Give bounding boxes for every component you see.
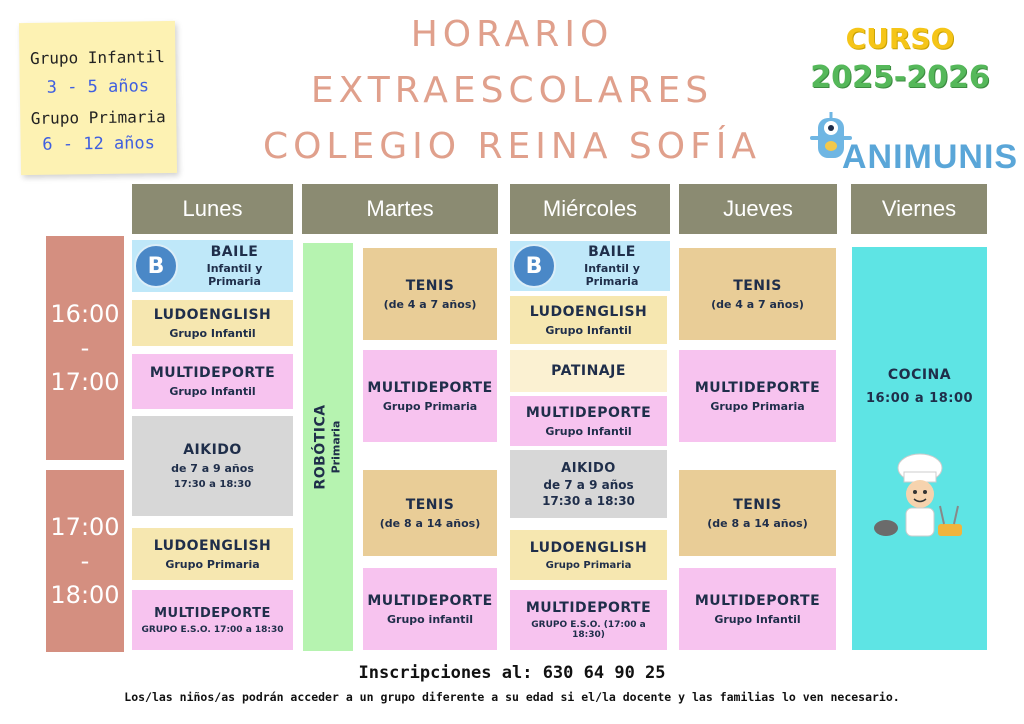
- activity-card: [679, 248, 836, 340]
- activity-card: [132, 528, 293, 580]
- activity-name: LUDOENGLISH: [529, 303, 648, 320]
- activity-detail: Grupo Primaria: [545, 559, 632, 571]
- activity-card: [363, 470, 497, 556]
- activity-card: [510, 396, 667, 446]
- curso-years: 2025-2026: [810, 60, 990, 95]
- time-slot-1-start: 16:00: [50, 300, 120, 328]
- activity-name: COCINA: [887, 367, 952, 383]
- group-infantil-ages: 3 - 5 años: [46, 76, 150, 98]
- group-primaria-label: Grupo Primaria: [30, 107, 166, 128]
- title-line-2: EXTRAESCOLARES: [310, 70, 714, 111]
- activity-card: [510, 450, 667, 518]
- time-slot-1-sep: -: [80, 334, 90, 362]
- activity-card: [679, 470, 836, 556]
- activity-name: MULTIDEPORTE: [694, 379, 821, 396]
- group-infantil-label: Grupo Infantil: [29, 47, 165, 68]
- group-primaria-ages: 6 - 12 años: [42, 133, 156, 155]
- activity-card: [132, 416, 293, 516]
- activity-detail: Infantil y Primaria: [206, 262, 263, 288]
- activity-detail: GRUPO E.S.O. (17:00 a 18:30): [531, 620, 646, 640]
- baile-logo-icon: B: [134, 244, 178, 288]
- activity-detail: Primaria: [330, 420, 343, 474]
- curso-label: CURSO: [845, 22, 955, 55]
- activity-name: AIKIDO: [183, 442, 242, 458]
- activity-detail: Grupo Primaria: [165, 557, 260, 571]
- activity-card: [363, 568, 497, 650]
- day-header-viernes: Viernes: [851, 184, 987, 234]
- activity-detail: Grupo Infantil: [545, 424, 632, 438]
- activity-name: LUDOENGLISH: [153, 537, 272, 554]
- activity-name: MULTIDEPORTE: [694, 592, 821, 609]
- activity-card: [132, 240, 293, 292]
- activity-name: TENIS: [733, 496, 782, 513]
- activity-card: [510, 296, 667, 344]
- activity-detail: (de 4 a 7 años): [711, 297, 804, 311]
- activity-card: [510, 241, 670, 291]
- activity-detail: Grupo Infantil: [169, 385, 256, 398]
- activity-detail: Grupo Primaria: [710, 399, 805, 413]
- activity-name: MULTIDEPORTE: [525, 600, 652, 616]
- activity-name: MULTIDEPORTE: [367, 379, 493, 396]
- activity-detail: Grupo Infantil: [169, 326, 256, 340]
- footer-note: Los/las niños/as podrán acceder a un grupo diferente a su edad si el/la docente y las familias lo ven necesario.: [124, 690, 900, 704]
- day-header-martes: Martes: [302, 184, 498, 234]
- activity-name: MULTIDEPORTE: [154, 605, 271, 621]
- activity-card: [510, 530, 667, 580]
- activity-detail: Infantil y Primaria: [584, 262, 640, 288]
- activity-detail: (de 8 a 14 años): [707, 516, 808, 530]
- activity-card: [679, 568, 836, 650]
- activity-name: LUDOENGLISH: [529, 539, 648, 556]
- activity-card: [510, 350, 667, 392]
- activity-detail: de 7 a 9 años: [171, 462, 254, 475]
- robotica-rotated-label: [313, 404, 343, 489]
- groups-sticky-note: [19, 21, 177, 175]
- activity-name: ROBÓTICA: [313, 404, 329, 490]
- activity-name: BAILE: [588, 244, 636, 260]
- activity-detail: GRUPO E.S.O. 17:00 a 18:30: [141, 624, 284, 635]
- activity-card: [132, 590, 293, 650]
- activity-name: AIKIDO: [561, 460, 616, 476]
- activity-time: 17:30 a 18:30: [542, 493, 635, 508]
- activity-card: [132, 300, 293, 346]
- time-slot-1-end: 17:00: [50, 368, 120, 396]
- animunis-logo: [806, 110, 1019, 180]
- time-slot-2-sep: -: [80, 547, 90, 575]
- brand-name: ANIMUNIS: [842, 138, 1019, 176]
- activity-name: LUDOENGLISH: [153, 306, 272, 323]
- day-header-miercoles: Miércoles: [510, 184, 670, 234]
- time-slot-2-end: 18:00: [50, 581, 120, 609]
- activity-detail: (de 4 a 7 años): [383, 297, 477, 311]
- activity-name: MULTIDEPORTE: [525, 404, 652, 421]
- time-slot-1: [46, 236, 124, 460]
- activity-name: TENIS: [733, 277, 782, 294]
- title-line-1: HORARIO: [410, 14, 614, 55]
- activity-name: PATINAJE: [551, 363, 626, 379]
- time-slot-2-start: 17:00: [50, 513, 120, 541]
- activity-detail: Grupo Primaria: [382, 399, 478, 413]
- activity-card: [679, 350, 836, 442]
- activity-card: [510, 590, 667, 650]
- registration-phone: Inscripciones al: 630 64 90 25: [358, 663, 666, 683]
- activity-name: MULTIDEPORTE: [367, 592, 493, 609]
- activity-card: [132, 354, 293, 409]
- chef-icon: [870, 450, 970, 550]
- day-header-jueves: Jueves: [679, 184, 837, 234]
- activity-detail: de 7 a 9 años: [543, 477, 634, 492]
- activity-card: [363, 350, 497, 442]
- activity-detail: Grupo Infantil: [714, 612, 801, 626]
- title-line-3: COLEGIO REINA SOFÍA: [262, 126, 762, 167]
- activity-name: BAILE: [210, 244, 259, 260]
- activity-detail: Grupo infantil: [387, 612, 473, 626]
- activity-detail: 16:00 a 18:00: [865, 391, 974, 406]
- activity-card-robotica: [303, 243, 353, 651]
- activity-detail: (de 8 a 14 años): [379, 516, 481, 530]
- activity-time: 17:30 a 18:30: [173, 479, 252, 490]
- day-header-lunes: Lunes: [132, 184, 293, 234]
- activity-name: MULTIDEPORTE: [149, 365, 276, 381]
- activity-card-cocina: [852, 247, 987, 650]
- activity-detail: Grupo Infantil: [545, 323, 632, 337]
- time-slot-2: [46, 470, 124, 652]
- activity-name: TENIS: [405, 496, 455, 513]
- activity-name: TENIS: [405, 277, 455, 294]
- activity-card: [363, 248, 497, 340]
- baile-logo-icon: B: [512, 244, 556, 288]
